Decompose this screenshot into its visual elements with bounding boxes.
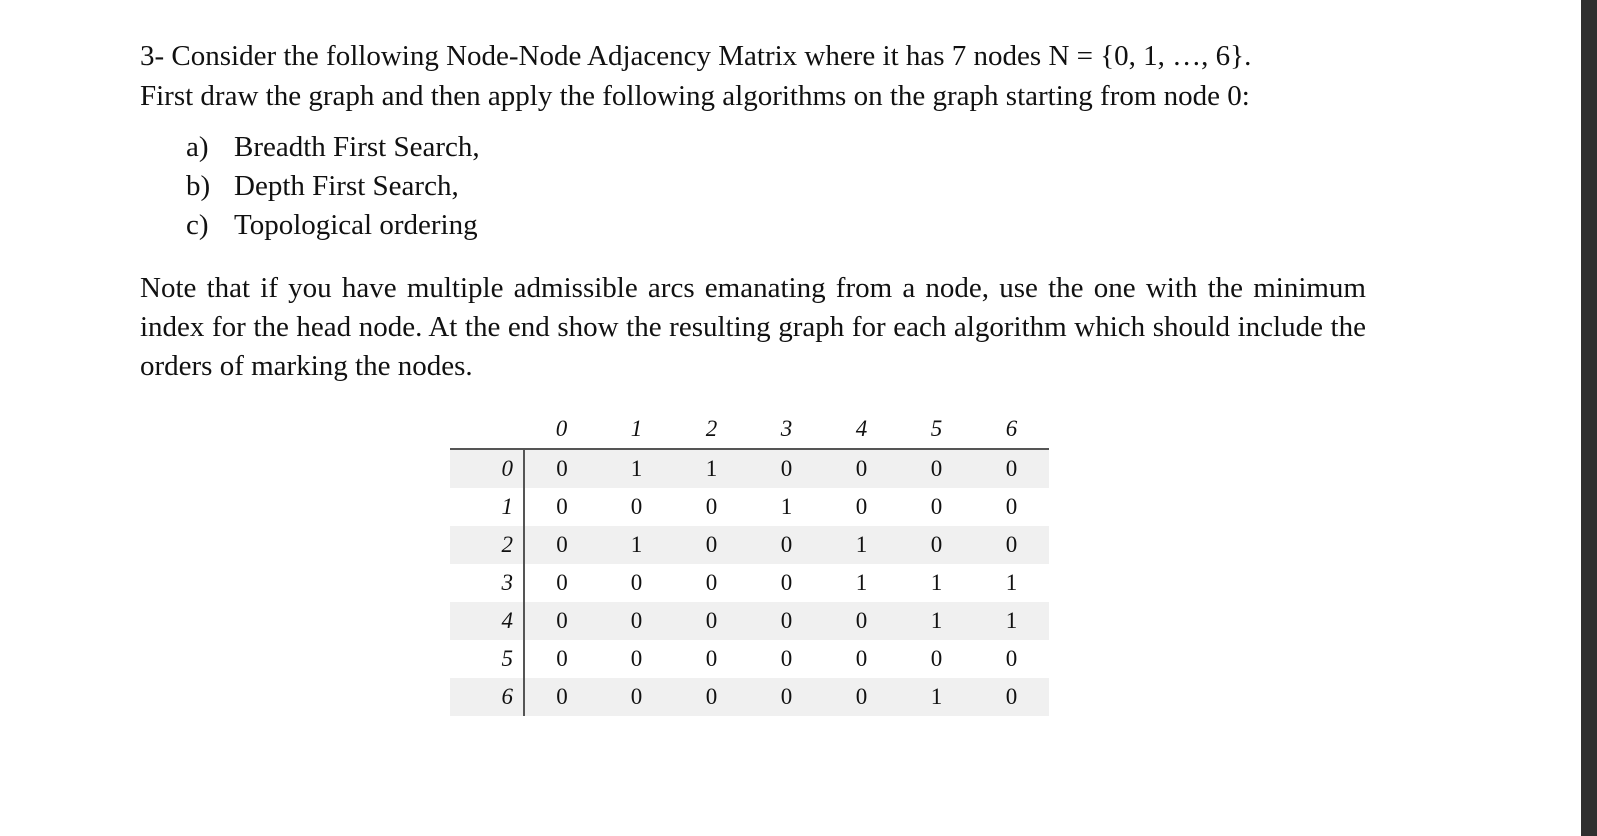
matrix-cell: 0 <box>524 602 599 640</box>
column-header: 2 <box>674 410 749 449</box>
matrix-cell: 0 <box>556 646 568 671</box>
adjacency-matrix <box>450 410 1049 716</box>
list-item-text: Depth First Search, <box>234 170 459 202</box>
matrix-cell: 1 <box>855 570 868 595</box>
matrix-cell: 0 <box>599 602 674 640</box>
table-row <box>450 564 1049 602</box>
matrix-cell: 1 <box>674 449 749 488</box>
question-line-1: 3- Consider the following Node-Node Adjacency Matrix where it has 7 nodes N = {0, 1, …, 6}. <box>140 40 1252 72</box>
table-row <box>450 526 1049 564</box>
window-edge-bar <box>1581 0 1597 836</box>
matrix-cell: 0 <box>749 678 824 716</box>
row-header: 6 <box>450 678 524 716</box>
question-document <box>140 30 1380 415</box>
table-row <box>450 678 1049 716</box>
matrix-cell: 0 <box>974 449 1049 488</box>
algorithm-list <box>140 128 1380 245</box>
column-header: 4 <box>824 410 899 449</box>
list-item <box>186 167 1380 206</box>
list-item-text: Topological ordering <box>234 209 478 241</box>
matrix-cell: 0 <box>524 449 599 488</box>
matrix-cell: 1 <box>974 602 1049 640</box>
matrix-cell: 0 <box>1005 646 1018 671</box>
matrix-cell: 0 <box>1005 494 1018 519</box>
matrix-cell: 1 <box>599 449 674 488</box>
table-row <box>450 602 1049 640</box>
list-item <box>186 206 1380 245</box>
column-header: 3 <box>749 410 824 449</box>
matrix-cell: 0 <box>780 646 793 671</box>
matrix-cell: 0 <box>899 526 974 564</box>
table-row <box>450 640 1049 678</box>
matrix-cell: 1 <box>824 526 899 564</box>
matrix-cell: 0 <box>780 570 793 595</box>
matrix-cell: 0 <box>855 494 868 519</box>
row-header: 1 <box>450 488 524 526</box>
column-header: 6 <box>974 410 1049 449</box>
matrix-cell: 0 <box>930 494 943 519</box>
table-row <box>450 449 1049 488</box>
matrix-cell: 0 <box>705 494 718 519</box>
matrix-header-row <box>450 410 1049 449</box>
matrix-cell: 1 <box>780 494 793 519</box>
column-header: 1 <box>599 410 674 449</box>
note-paragraph: Note that if you have multiple admissible arcs emanating from a node, use the one with the minimum index for the head node. At the end show the resulting graph for each algorithm which should include the orders of marking the nodes. <box>140 272 1366 382</box>
matrix-cell: 0 <box>824 602 899 640</box>
column-header: 0 <box>524 410 599 449</box>
matrix-cell: 1 <box>930 570 943 595</box>
matrix-cell: 0 <box>630 570 643 595</box>
matrix-corner <box>450 410 524 449</box>
matrix-cell: 0 <box>899 449 974 488</box>
list-item <box>186 128 1380 167</box>
matrix-cell: 0 <box>630 494 643 519</box>
matrix-cell: 0 <box>824 449 899 488</box>
list-marker: c) <box>186 209 209 241</box>
matrix-cell: 0 <box>974 678 1049 716</box>
row-header: 2 <box>450 526 524 564</box>
matrix-cell: 1 <box>899 602 974 640</box>
matrix-cell: 0 <box>705 646 718 671</box>
row-header: 3 <box>450 564 524 602</box>
matrix-cell: 1 <box>899 678 974 716</box>
matrix-cell: 0 <box>524 678 599 716</box>
matrix-cell: 0 <box>674 526 749 564</box>
matrix-cell: 0 <box>974 526 1049 564</box>
table-row <box>450 488 1049 526</box>
matrix-cell: 0 <box>749 526 824 564</box>
matrix-cell: 0 <box>524 526 599 564</box>
row-header: 0 <box>450 449 524 488</box>
row-header: 5 <box>450 640 524 678</box>
question-line-2: First draw the graph and then apply the following algorithms on the graph starting from node 0: <box>140 80 1250 112</box>
matrix-cell: 0 <box>556 494 568 519</box>
matrix-cell: 0 <box>674 602 749 640</box>
matrix-cell: 0 <box>824 678 899 716</box>
matrix-cell: 0 <box>749 602 824 640</box>
matrix-cell: 0 <box>599 678 674 716</box>
list-marker: a) <box>186 131 209 163</box>
matrix-cell: 0 <box>749 449 824 488</box>
matrix-cell: 0 <box>930 646 943 671</box>
column-header: 5 <box>899 410 974 449</box>
matrix-cell: 0 <box>630 646 643 671</box>
matrix-cell: 1 <box>599 526 674 564</box>
matrix-cell: 0 <box>556 570 568 595</box>
matrix-cell: 1 <box>1005 570 1018 595</box>
matrix-cell: 0 <box>674 678 749 716</box>
matrix-cell: 0 <box>855 646 868 671</box>
list-item-text: Breadth First Search, <box>234 131 480 163</box>
list-marker: b) <box>186 170 211 202</box>
matrix-cell: 0 <box>705 570 718 595</box>
row-header: 4 <box>450 602 524 640</box>
